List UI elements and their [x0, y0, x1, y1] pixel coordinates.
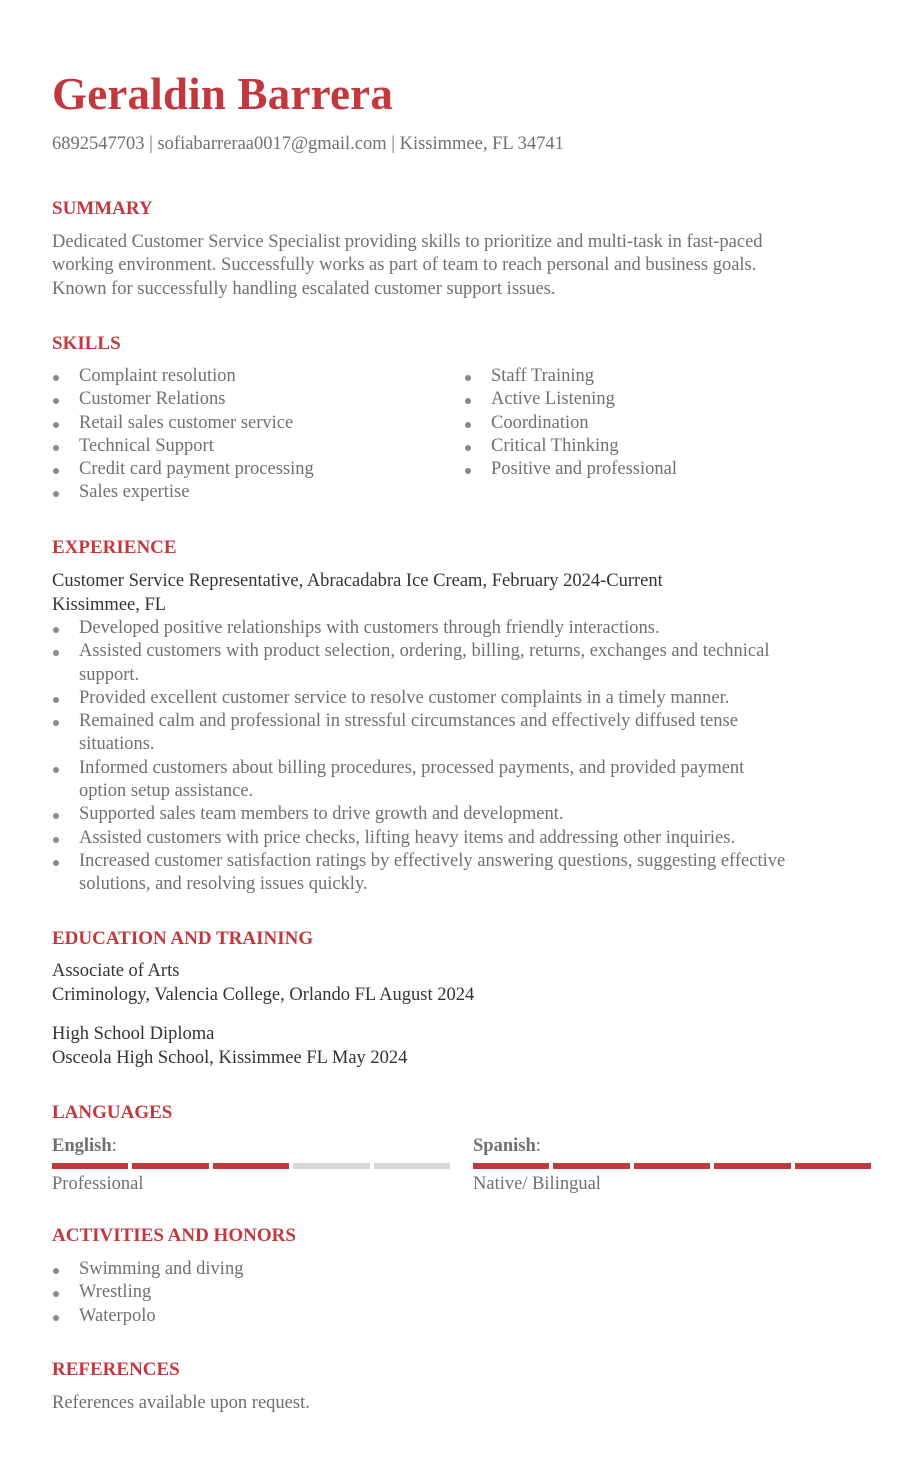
experience-bullet: Assisted customers with price checks, lifting heavy items and addressing other inquiries. — [52, 827, 785, 850]
experience-heading: EXPERIENCE — [52, 537, 177, 558]
proficiency-segment — [795, 1163, 871, 1169]
summary-text — [52, 231, 882, 301]
contact-line: 6892547703 | sofiabarreraa0017@gmail.com | Kissimmee, FL 34741 — [52, 134, 564, 154]
summary-line: Known for successfully handling escalated customer support issues. — [52, 278, 556, 299]
skill-item: Credit card payment processing — [52, 458, 314, 481]
activities-list — [52, 1258, 243, 1328]
degree-name: High School Diploma — [52, 1024, 215, 1044]
experience-bullet: Remained calm and professional in stressful circumstances and effectively diffused tense situations. — [52, 710, 785, 757]
language-english: English: Professional — [52, 1135, 450, 1195]
language-level: Native/ Bilingual — [473, 1174, 601, 1194]
experience-bullet: Assisted customers with product selection, ordering, billing, returns, exchanges and technical support. — [52, 640, 785, 687]
skill-item: Retail sales customer service — [52, 412, 314, 435]
activity-item: Waterpolo — [52, 1305, 243, 1328]
degree-name: Associate of Arts — [52, 961, 180, 981]
references-heading: REFERENCES — [52, 1359, 180, 1380]
degree-detail: Criminology, Valencia College, Orlando FL August 2024 — [52, 985, 475, 1005]
language-name: English — [52, 1136, 112, 1156]
experience-bullet: Provided excellent customer service to resolve customer complaints in a timely manner. — [52, 687, 785, 710]
proficiency-segment — [473, 1163, 549, 1169]
language-name: Spanish — [473, 1136, 536, 1156]
activities-heading: ACTIVITIES AND HONORS — [52, 1225, 296, 1246]
language-level: Professional — [52, 1174, 144, 1194]
proficiency-bar — [52, 1163, 450, 1169]
skill-item: Positive and professional — [464, 458, 677, 481]
summary-heading: SUMMARY — [52, 198, 153, 219]
proficiency-bar — [473, 1163, 871, 1169]
skill-item: Sales expertise — [52, 481, 314, 504]
skill-item: Staff Training — [464, 365, 677, 388]
experience-bullet: Informed customers about billing procedures, processed payments, and provided payment option setup assistance. — [52, 757, 785, 804]
skill-item: Coordination — [464, 412, 677, 435]
proficiency-segment — [52, 1163, 128, 1169]
candidate-name: Geraldin Barrera — [52, 69, 394, 119]
skill-item: Technical Support — [52, 435, 314, 458]
summary-line: Dedicated Customer Service Specialist providing skills to prioritize and multi-task in fast-paced — [52, 232, 763, 252]
proficiency-segment — [553, 1163, 629, 1169]
proficiency-segment — [132, 1163, 208, 1169]
proficiency-segment — [634, 1163, 710, 1169]
languages-heading: LANGUAGES — [52, 1102, 173, 1123]
experience-bullet: Increased customer satisfaction ratings by effectively answering questions, suggesting effective solutions, and resolving issues quickly. — [52, 850, 785, 897]
language-spanish: Spanish: Native/ Bilingual — [473, 1135, 871, 1195]
skills-list-right — [464, 365, 677, 481]
degree-detail: Osceola High School, Kissimmee FL May 2024 — [52, 1048, 408, 1068]
proficiency-segment — [293, 1163, 369, 1169]
proficiency-segment — [374, 1163, 450, 1169]
activity-item: Wrestling — [52, 1281, 243, 1304]
skill-item: Complaint resolution — [52, 365, 314, 388]
skill-item: Critical Thinking — [464, 435, 677, 458]
references-text: References available upon request. — [52, 1393, 310, 1413]
proficiency-segment — [714, 1163, 790, 1169]
proficiency-segment — [213, 1163, 289, 1169]
skills-list-left — [52, 365, 314, 505]
skills-heading: SKILLS — [52, 333, 121, 354]
summary-line: working environment. Successfully works as part of team to reach personal and business goals. — [52, 255, 757, 276]
skill-item: Customer Relations — [52, 388, 314, 411]
experience-bullet: Supported sales team members to drive growth and development. — [52, 803, 785, 826]
job-location: Kissimmee, FL — [52, 595, 167, 615]
experience-bullet: Developed positive relationships with customers through friendly interactions. — [52, 617, 785, 640]
experience-bullets — [52, 617, 785, 897]
job-title-line: Customer Service Representative, Abracadabra Ice Cream, February 2024-Current — [52, 571, 663, 591]
activity-item: Swimming and diving — [52, 1258, 243, 1281]
skill-item: Active Listening — [464, 388, 677, 411]
education-heading: EDUCATION AND TRAINING — [52, 928, 314, 949]
